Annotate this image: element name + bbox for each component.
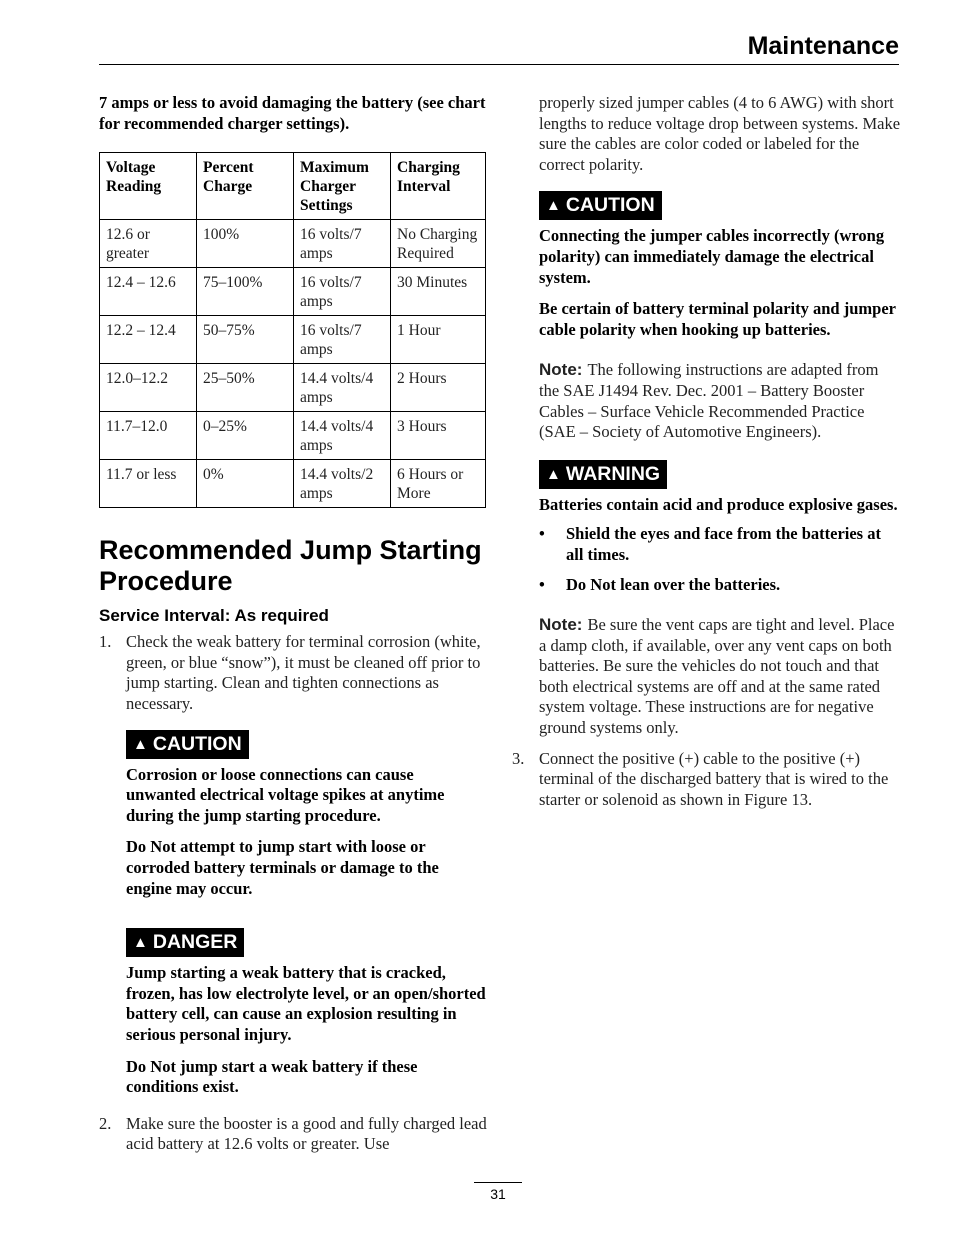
caution-label: CAUTION xyxy=(565,194,655,217)
warning-label: WARNING xyxy=(565,462,661,485)
page-number: 31 xyxy=(490,1186,506,1202)
note-label: Note: xyxy=(539,360,583,380)
table-cell: 11.7–12.0 xyxy=(100,412,197,460)
caution-badge xyxy=(126,730,249,759)
step-2 xyxy=(99,1114,487,1155)
table-cell: 6 Hours or More xyxy=(391,460,486,508)
table-cell: 14.4 volts/4 amps xyxy=(294,364,391,412)
danger-badge xyxy=(126,928,244,957)
table-row xyxy=(100,412,486,460)
footer-rule xyxy=(474,1182,522,1183)
charger-settings-table xyxy=(99,152,486,508)
caution-text: Do Not attempt to jump start with loose or corroded battery terminals or damage to the engine may occur. xyxy=(126,837,439,898)
table-header-row xyxy=(100,153,486,220)
table-cell: 0–25% xyxy=(197,412,294,460)
table-cell: 11.7 or less xyxy=(100,460,197,508)
warning-triangle-icon: ▲ xyxy=(133,735,148,753)
note-2 xyxy=(539,615,902,739)
warning-bullet xyxy=(539,524,902,565)
step-number: 2. xyxy=(99,1113,112,1133)
table-cell: 100% xyxy=(197,220,294,268)
note-label: Note: xyxy=(539,615,583,635)
section-header: Maintenance xyxy=(747,32,899,60)
warning-box xyxy=(539,460,902,595)
table-header-cell: Percent Charge xyxy=(197,153,294,220)
table-cell: 12.4 – 12.6 xyxy=(100,268,197,316)
step-text: Check the weak battery for terminal corrosion (white, green, or blue “snow”), it must be cleaned off prior to jump starting. Clean and tighten connections as necessary. xyxy=(126,632,481,713)
table-cell: 3 Hours xyxy=(391,412,486,460)
table-header-cell: Maximum Charger Settings xyxy=(294,153,391,220)
step-number: 3. xyxy=(512,748,525,768)
table-row xyxy=(100,316,486,364)
step-number: 1. xyxy=(99,632,112,652)
warning-text: Batteries contain acid and produce explosive gases. xyxy=(539,494,898,514)
table-cell: 12.2 – 12.4 xyxy=(100,316,197,364)
intro-text: 7 amps or less to avoid damaging the battery (see chart for recommended charger settings). xyxy=(99,93,486,133)
step-2-continued xyxy=(512,93,902,739)
table-cell: 14.4 volts/2 amps xyxy=(294,460,391,508)
table-cell: 1 Hour xyxy=(391,316,486,364)
table-row xyxy=(100,220,486,268)
step-text: Make sure the booster is a good and fully charged lead acid battery at 12.6 volts or greater. Use xyxy=(126,1113,487,1154)
table-cell: 12.6 or greater xyxy=(100,220,197,268)
bullet-text: Do Not lean over the batteries. xyxy=(566,574,781,594)
warning-triangle-icon: ▲ xyxy=(546,197,561,215)
table-row xyxy=(100,460,486,508)
bullet-icon: • xyxy=(539,524,545,544)
table-cell: 12.0–12.2 xyxy=(100,364,197,412)
danger-text: Jump starting a weak battery that is cracked, frozen, has low electrolyte level, or an open/shorted battery cell, can cause an explosion resulting in serious personal injury. xyxy=(126,963,486,1044)
table-row xyxy=(100,364,486,412)
caution-text: Connecting the jumper cables incorrectly (wrong polarity) can immediately damage the electrical system. xyxy=(539,226,885,287)
section-title: Recommended Jump Starting Procedure xyxy=(99,535,482,597)
warning-bullet xyxy=(539,575,902,596)
step-text: Connect the positive (+) cable to the positive (+) terminal of the discharged battery that is wired to the starter or solenoid as shown in Figure 13. xyxy=(539,748,889,809)
table-cell: 16 volts/7 amps xyxy=(294,220,391,268)
caution-label: CAUTION xyxy=(152,732,242,755)
caution-badge xyxy=(539,191,662,220)
step-3 xyxy=(512,749,902,811)
table-header-cell: Voltage Reading xyxy=(100,153,197,220)
note-text: The following instructions are adapted from the SAE J1494 Rev. Dec. 2001 – Battery Booster Cables – Surface Vehicle Recommended Practice (SAE – Society of Automotive Engineers). xyxy=(539,360,879,442)
header-rule xyxy=(99,64,899,65)
step-1 xyxy=(99,632,487,714)
table-cell: 14.4 volts/4 amps xyxy=(294,412,391,460)
note-text: Be sure the vent caps are tight and level. Place a damp cloth, if available, over any vent caps on both batteries. Be sure the vehicles do not touch and that both electrical systems are off and at the same rated system voltage. These instructions are for negative ground systems only. xyxy=(539,615,895,738)
table-cell: No Charging Required xyxy=(391,220,486,268)
warning-triangle-icon: ▲ xyxy=(133,934,148,952)
danger-box xyxy=(99,928,487,1098)
table-cell: 0% xyxy=(197,460,294,508)
left-column xyxy=(99,93,487,1155)
warning-triangle-icon: ▲ xyxy=(546,465,561,483)
caution-text: Corrosion or loose connections can cause unwanted electrical voltage spikes at anytime during the jump starting procedure. xyxy=(126,764,445,825)
right-column xyxy=(512,93,902,810)
bullet-icon: • xyxy=(539,574,545,594)
table-row xyxy=(100,268,486,316)
table-cell: 25–50% xyxy=(197,364,294,412)
caution-box-2 xyxy=(539,191,902,340)
table-cell: 16 volts/7 amps xyxy=(294,316,391,364)
caution-box-1 xyxy=(99,730,487,900)
danger-text: Do Not jump start a weak battery if these conditions exist. xyxy=(126,1056,418,1097)
danger-label: DANGER xyxy=(152,931,238,954)
service-interval: Service Interval: As required xyxy=(99,606,329,626)
caution-text: Be certain of battery terminal polarity and jumper cable polarity when hooking up batteries. xyxy=(539,299,896,339)
table-cell: 2 Hours xyxy=(391,364,486,412)
bullet-text: Shield the eyes and face from the batteries at all times. xyxy=(566,524,881,564)
step-text: properly sized jumper cables (4 to 6 AWG) with short lengths to reduce voltage drop between systems. Make sure the cables are color coded or labeled for the correct polarity. xyxy=(539,93,901,174)
table-cell: 30 Minutes xyxy=(391,268,486,316)
table-cell: 75–100% xyxy=(197,268,294,316)
table-cell: 50–75% xyxy=(197,316,294,364)
table-cell: 16 volts/7 amps xyxy=(294,268,391,316)
note-1 xyxy=(539,360,902,442)
table-header-cell: Charging Interval xyxy=(391,153,486,220)
warning-badge xyxy=(539,460,667,489)
